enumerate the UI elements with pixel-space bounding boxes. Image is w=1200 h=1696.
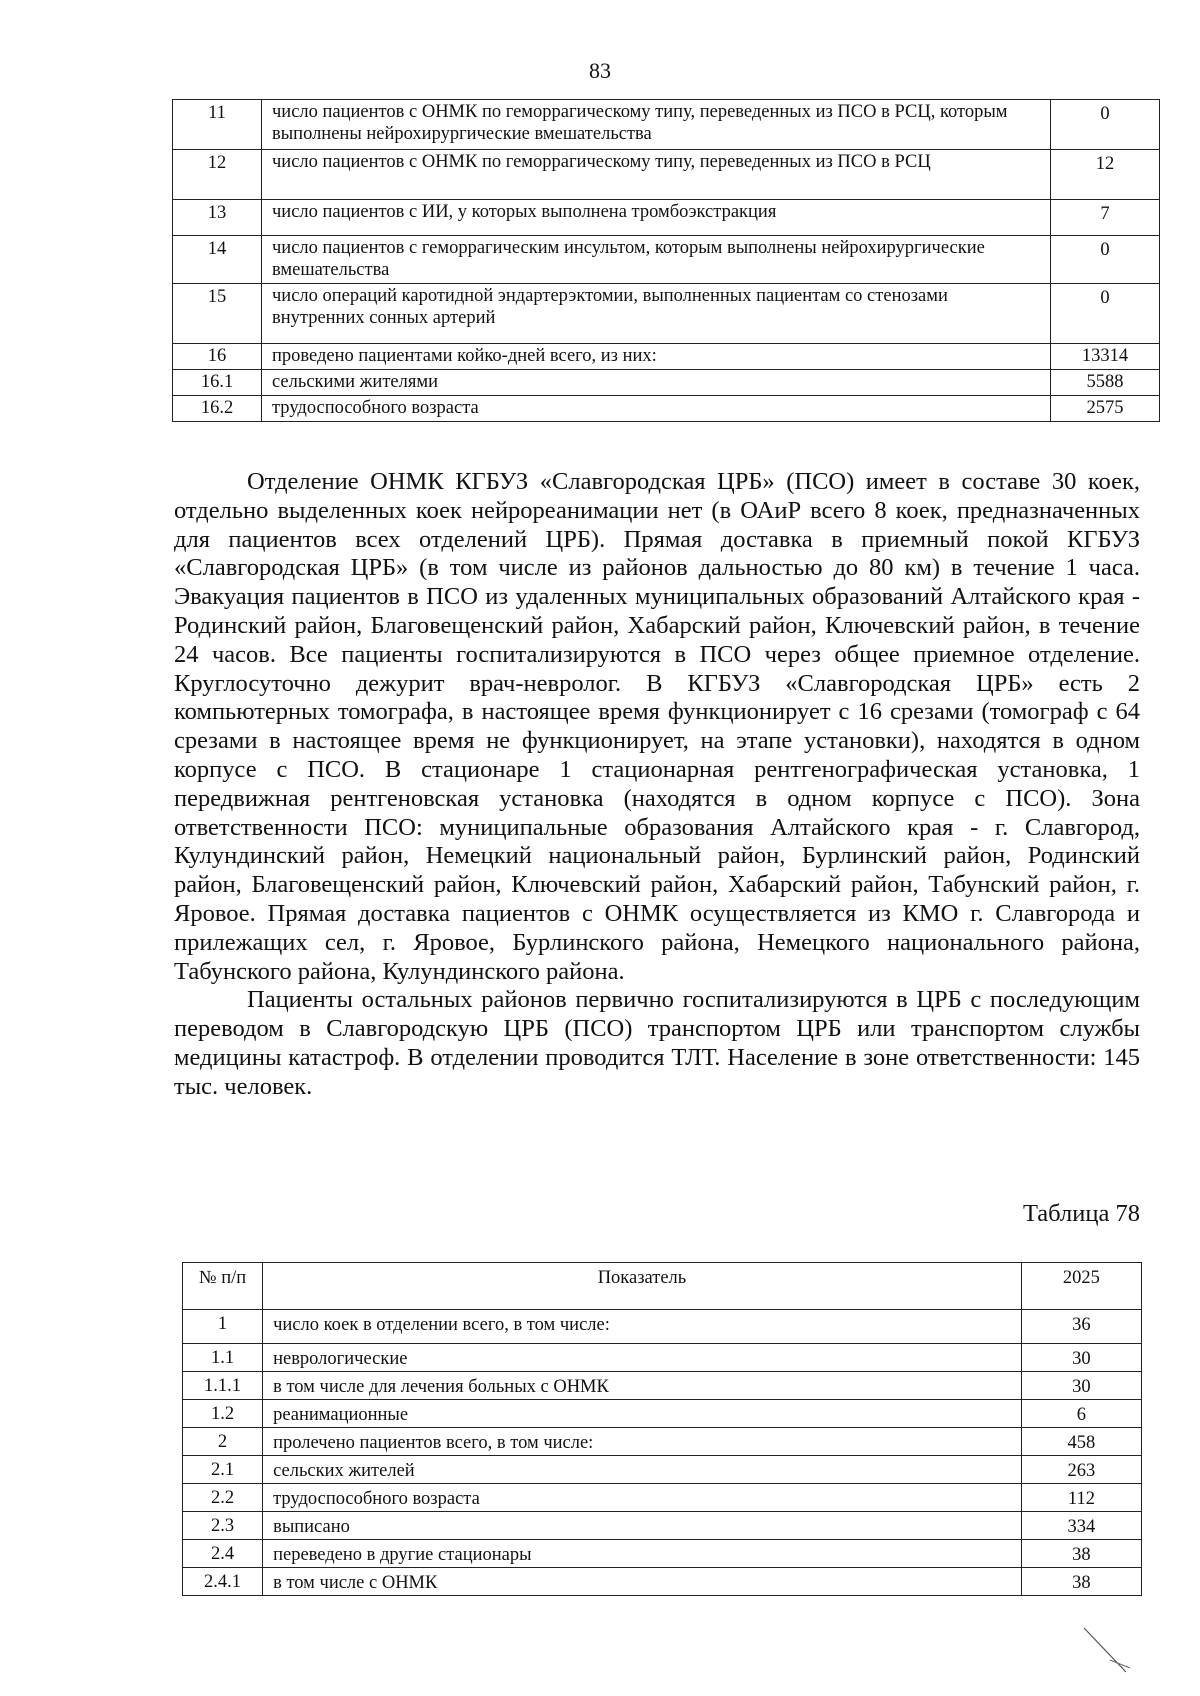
row-indicator: выписано: [263, 1512, 1022, 1540]
row-indicator: число пациентов с ИИ, у которых выполнена тромбоэкстракция: [262, 200, 1051, 236]
table-78: [182, 1262, 1142, 1596]
row-number: 12: [173, 150, 262, 200]
row-number: 1: [183, 1310, 263, 1344]
row-indicator: трудоспособного возраста: [263, 1484, 1022, 1512]
indicators-table-continuation: [172, 99, 1160, 422]
row-number: 2: [183, 1428, 263, 1456]
row-indicator: число пациентов с геморрагическим инсультом, которым выполнены нейрохирургические вмешательства: [262, 236, 1051, 284]
row-number: 15: [173, 284, 262, 344]
row-value: 38: [1021, 1540, 1141, 1568]
row-value: 6: [1021, 1400, 1141, 1428]
row-value: 0: [1051, 100, 1160, 150]
row-number: 1.1.1: [183, 1372, 263, 1400]
body-text: [174, 468, 1140, 1102]
row-value: 458: [1021, 1428, 1141, 1456]
row-number: 1.1: [183, 1344, 263, 1372]
row-value: 0: [1051, 284, 1160, 344]
row-indicator: проведено пациентами койко-дней всего, из них:: [262, 344, 1051, 370]
row-value: 38: [1021, 1568, 1141, 1596]
table-row: [173, 236, 1160, 284]
row-value: 334: [1021, 1512, 1141, 1540]
row-number: 2.2: [183, 1484, 263, 1512]
row-value: 263: [1021, 1456, 1141, 1484]
row-number: 16: [173, 344, 262, 370]
row-indicator: число коек в отделении всего, в том числе:: [263, 1310, 1022, 1344]
table-row: [183, 1568, 1142, 1596]
table-header-row: [183, 1263, 1142, 1310]
row-indicator: пролечено пациентов всего, в том числе:: [263, 1428, 1022, 1456]
table-row: [173, 200, 1160, 236]
row-indicator: реанимационные: [263, 1400, 1022, 1428]
row-value: 5588: [1051, 370, 1160, 396]
paragraph-department-description: Отделение ОНМК КГБУЗ «Славгородская ЦРБ» (ПСО) имеет в составе 30 коек, отдельно выделенных коек нейрореанимации нет (в ОАиР всего 8 коек, предназначенных для пациентов всех отделений ЦРБ). Прямая доставка в приемный покой КГБУЗ «Славгородская ЦРБ» (в том числе из районов дальностью до 80 км) в течение 1 часа. Эвакуация пациентов в ПСО из удаленных муниципальных образований Алтайского края - Родинский район, Благовещенский район, Хабарский район, Ключевский район, в течение 24 часов. Все пациенты госпитализируются в ПСО через общее приемное отделение. Круглосуточно дежурит врач-невролог. В КГБУЗ «Славгородская ЦРБ» есть 2 компьютерных томографа, в настоящее время функционирует с 16 срезами (томограф с 64 срезами в настоящее время не функционирует, на этапе установки), находятся в одном корпусе с ПСО. В стационаре 1 стационарная рентгенографическая установка, 1 передвижная рентгеновская установка (находятся в одном корпусе с ПСО). Зона ответственности ПСО: муниципальные образования Алтайского края - г. Славгород, Кулундинский район, Немецкий национальный район, Бурлинский район, Родинский район, Благовещенский район, Ключевский район, Хабарский район, Табунский район, г. Яровое. Прямая доставка пациентов с ОНМК осуществляется из КМО г. Славгорода и прилежащих сел, г. Яровое, Бурлинского района, Немецкого национального района, Табунского района, Кулундинского района.: [174, 468, 1140, 985]
row-value: 30: [1021, 1344, 1141, 1372]
table-row: [173, 100, 1160, 150]
table-row: [183, 1310, 1142, 1344]
row-value: 112: [1021, 1484, 1141, 1512]
row-value: 30: [1021, 1372, 1141, 1400]
row-value: 7: [1051, 200, 1160, 236]
row-number: 1.2: [183, 1400, 263, 1428]
row-number: 11: [173, 100, 262, 150]
row-number: 2.4: [183, 1540, 263, 1568]
row-value: 36: [1021, 1310, 1141, 1344]
table-row: [173, 344, 1160, 370]
row-indicator: число пациентов с ОНМК по геморрагическому типу, переведенных из ПСО в РСЦ: [262, 150, 1051, 200]
table-row: [183, 1512, 1142, 1540]
row-indicator: число операций каротидной эндартерэктомии, выполненных пациентам со стенозами внутренних сонных артерий: [262, 284, 1051, 344]
table-caption: Таблица 78: [1022, 1200, 1140, 1227]
row-indicator: в том числе для лечения больных с ОНМК: [263, 1372, 1022, 1400]
table-row: [183, 1344, 1142, 1372]
page-number: 83: [589, 58, 611, 83]
paragraph-other-districts: Пациенты остальных районов первично госпитализируются в ЦРБ с последующим переводом в Славгородскую ЦРБ (ПСО) транспортом ЦРБ или транспортом службы медицины катастроф. В отделении проводится ТЛТ. Население в зоне ответственности: 145 тыс. человек.: [174, 986, 1140, 1100]
row-value: 12: [1051, 150, 1160, 200]
row-indicator: трудоспособного возраста: [262, 396, 1051, 422]
table-row: [183, 1428, 1142, 1456]
column-header-number: № п/п: [183, 1263, 263, 1310]
scan-artifact-mark: [1080, 1620, 1140, 1680]
table-row: [173, 396, 1160, 422]
row-value: 13314: [1051, 344, 1160, 370]
column-header-indicator: Показатель: [263, 1263, 1022, 1310]
row-number: 2.3: [183, 1512, 263, 1540]
row-number: 14: [173, 236, 262, 284]
row-number: 13: [173, 200, 262, 236]
row-indicator: переведено в другие стационары: [263, 1540, 1022, 1568]
row-indicator: сельских жителей: [263, 1456, 1022, 1484]
table-row: [183, 1456, 1142, 1484]
row-number: 2.4.1: [183, 1568, 263, 1596]
table-row: [183, 1540, 1142, 1568]
row-number: 16.2: [173, 396, 262, 422]
table-row: [183, 1372, 1142, 1400]
row-number: 2.1: [183, 1456, 263, 1484]
table-row: [183, 1400, 1142, 1428]
table-row: [183, 1484, 1142, 1512]
row-indicator: неврологические: [263, 1344, 1022, 1372]
row-indicator: число пациентов с ОНМК по геморрагическому типу, переведенных из ПСО в РСЦ, которым выполнены нейрохирургические вмешательства: [262, 100, 1051, 150]
row-number: 16.1: [173, 370, 262, 396]
column-header-year: 2025: [1021, 1263, 1141, 1310]
table-row: [173, 150, 1160, 200]
row-value: 0: [1051, 236, 1160, 284]
row-indicator: сельскими жителями: [262, 370, 1051, 396]
table-row: [173, 370, 1160, 396]
row-value: 2575: [1051, 396, 1160, 422]
row-indicator: в том числе с ОНМК: [263, 1568, 1022, 1596]
table-row: [173, 284, 1160, 344]
